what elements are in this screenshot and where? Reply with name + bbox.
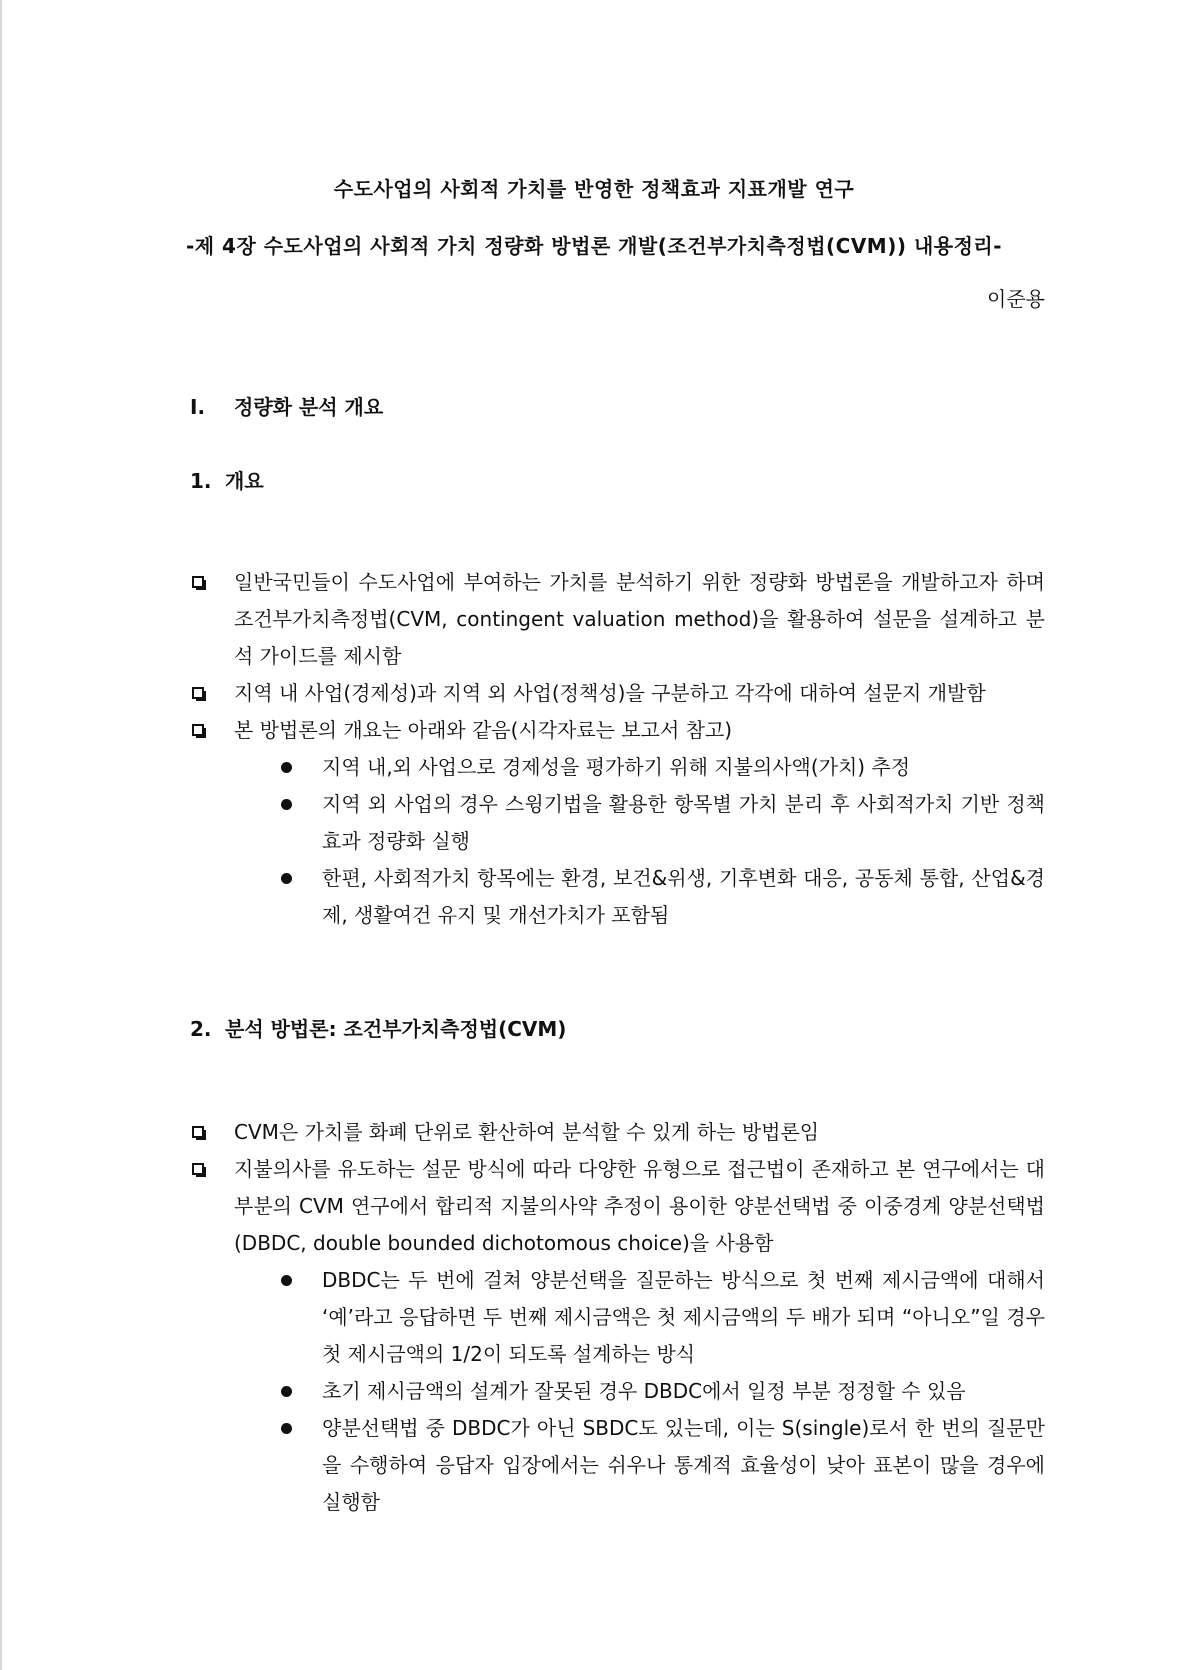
list-item	[190, 675, 1045, 712]
checkbox-square-icon	[192, 576, 204, 588]
list-item-text: 초기 제시금액의 설계가 잘못된 경우 DBDC에서 일정 부분 정정할 수 있음	[322, 1379, 966, 1403]
bullet-dot-icon	[281, 799, 292, 810]
section-number: I.	[190, 395, 206, 419]
checkbox-square-icon	[192, 1126, 204, 1138]
subsection-title: 개요	[225, 469, 264, 493]
list-item-text: 지역 내,외 사업으로 경제성을 평가하기 위해 지불의사액(가치) 추정	[322, 755, 911, 779]
list-item	[190, 1373, 1045, 1410]
document-title: 수도사업의 사회적 가치를 반영한 정책효과 지표개발 연구	[333, 177, 855, 201]
list-item-text: 양분선택법 중 DBDC가 아닌 SBDC도 있는데, 이는 S(single)로서 한 번의 질문만을 수행하여 응답자 입장에서는 쉬우나 통계적 효율성이 낮아 표본이 많을 경우에 실행함	[322, 1416, 1045, 1514]
list-item	[190, 1262, 1045, 1373]
list-item-text: 일반국민들이 수도사업에 부여하는 가치를 분석하기 위한 정량화 방법론을 개발하고자 하며 조건부가치측정법(CVM, contingent valuation method)을 활용하여 설문을 설계하고 분석 가이드를 제시함	[234, 570, 1045, 668]
bullet-dot-icon	[281, 1423, 292, 1434]
checkbox-square-icon	[192, 1163, 204, 1175]
subsection-title: 분석 방법론: 조건부가치측정법(CVM)	[225, 1017, 567, 1041]
subsection-number: 1.	[190, 469, 212, 493]
list-item	[190, 860, 1045, 934]
section-title: 정량화 분석 개요	[234, 395, 384, 419]
bullet-dot-icon	[281, 762, 292, 773]
list-item-text: 지역 외 사업의 경우 스윙기법을 활용한 항목별 가치 분리 후 사회적가치 기반 정책효과 정량화 실행	[322, 792, 1045, 853]
subsection-heading-2	[190, 1013, 566, 1042]
overview-list	[190, 564, 1045, 934]
list-item	[190, 564, 1045, 675]
list-item-text: DBDC는 두 번에 걸쳐 양분선택을 질문하는 방식으로 첫 번째 제시금액에 대해서 ‘예’라고 응답하면 두 번째 제시금액은 첫 제시금액의 두 배가 되며 “아니오”일 경우 첫 제시금액의 1/2이 되도록 설계하는 방식	[322, 1268, 1045, 1366]
subsection-heading-1	[190, 465, 264, 494]
list-item-text: CVM은 가치를 화폐 단위로 환산하여 분석할 수 있게 하는 방법론임	[234, 1120, 820, 1144]
bullet-dot-icon	[281, 1386, 292, 1397]
list-item-text: 지역 내 사업(경제성)과 지역 외 사업(정책성)을 구분하고 각각에 대하여 설문지 개발함	[234, 681, 986, 705]
checkbox-square-icon	[192, 687, 204, 699]
list-item	[190, 1151, 1045, 1262]
list-item	[190, 1114, 1045, 1151]
section-heading-1	[190, 391, 383, 420]
author-name: 이준용	[987, 287, 1045, 311]
list-item	[190, 786, 1045, 860]
subsection-number: 2.	[190, 1017, 212, 1041]
list-item-text: 한편, 사회적가치 항목에는 환경, 보건&위생, 기후변화 대응, 공동체 통합, 산업&경제, 생활여건 유지 및 개선가치가 포함됨	[322, 866, 1045, 927]
list-item-text: 지불의사를 유도하는 설문 방식에 따라 다양한 유형으로 접근법이 존재하고 본 연구에서는 대부분의 CVM 연구에서 합리적 지불의사약 추정이 용이한 양분선택법 중 이중경계 양분선택법(DBDC, double bounded dichotomous choice)을 사용함	[234, 1157, 1045, 1255]
bullet-dot-icon	[281, 873, 292, 884]
list-item	[190, 1410, 1045, 1521]
methodology-list	[190, 1114, 1045, 1521]
checkbox-square-icon	[192, 724, 204, 736]
list-item	[190, 712, 1045, 749]
list-item-text: 본 방법론의 개요는 아래와 같음(시각자료는 보고서 참고)	[234, 718, 733, 742]
document-subtitle: -제 4장 수도사업의 사회적 가치 정량화 방법론 개발(조건부가치측정법(CVM)) 내용정리-	[185, 234, 1003, 258]
bullet-dot-icon	[281, 1275, 292, 1286]
list-item	[190, 749, 1045, 786]
